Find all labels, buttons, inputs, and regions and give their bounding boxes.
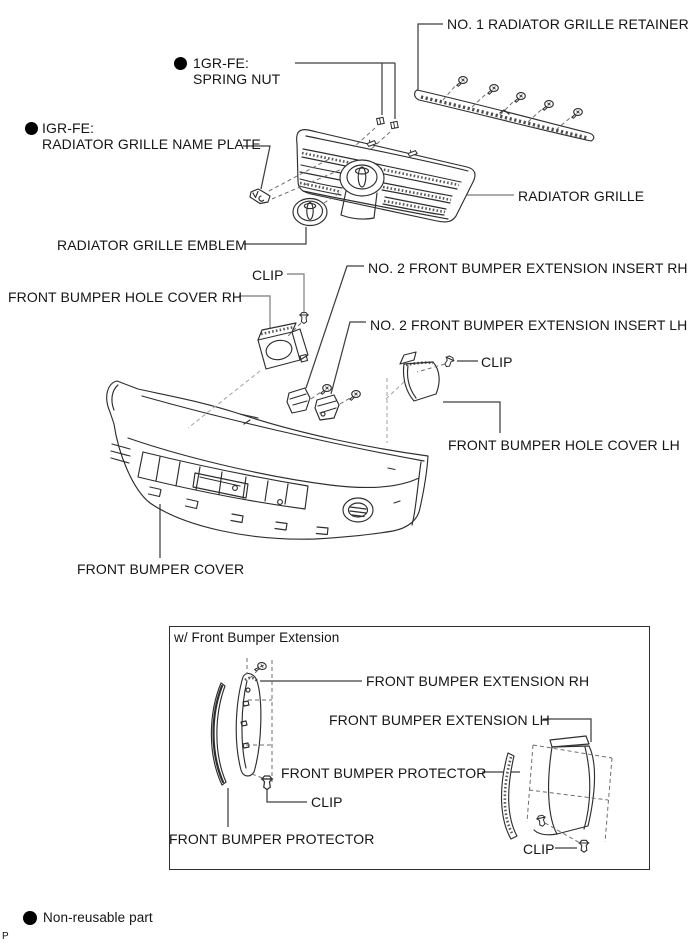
page-marker: P — [2, 931, 9, 942]
label-no1-radiator-grille-retainer: NO. 1 RADIATOR GRILLE RETAINER — [447, 16, 689, 32]
non-reusable-bullet-icon — [25, 122, 38, 135]
label-clip-b: CLIP — [481, 354, 513, 370]
label-name-plate — [42, 120, 261, 152]
legend-non-reusable-part: Non-reusable part — [43, 910, 153, 925]
bumper-extension-inserts-drawing — [287, 385, 360, 420]
label-clip-d: CLIP — [523, 841, 555, 857]
front-bumper-hole-cover-lh-drawing — [400, 352, 455, 401]
extension-box-title: w/ Front Bumper Extension — [174, 630, 340, 645]
label-insert-rh: NO. 2 FRONT BUMPER EXTENSION INSERT RH — [368, 260, 688, 276]
label-clip-c: CLIP — [311, 794, 343, 810]
label-protector-a: FRONT BUMPER PROTECTOR — [281, 765, 487, 781]
label-protector-b: FRONT BUMPER PROTECTOR — [169, 831, 375, 847]
no1-radiator-grille-retainer-drawing — [415, 77, 594, 141]
label-hole-cover-lh: FRONT BUMPER HOLE COVER LH — [448, 437, 680, 453]
label-spring-nut — [193, 55, 280, 87]
non-reusable-bullet-icon — [174, 57, 187, 70]
non-reusable-bullet-icon — [23, 911, 37, 925]
label-name-plate-text: RADIATOR GRILLE NAME PLATE — [42, 136, 261, 152]
label-spring-nut-text: SPRING NUT — [193, 71, 281, 87]
front-bumper-cover-drawing — [107, 381, 428, 539]
label-spring-nut-engine: 1GR-FE: — [193, 55, 249, 71]
label-front-bumper-cover: FRONT BUMPER COVER — [77, 561, 245, 577]
label-extension-rh: FRONT BUMPER EXTENSION RH — [366, 673, 590, 689]
label-radiator-grille-emblem: RADIATOR GRILLE EMBLEM — [57, 237, 247, 253]
front-bumper-hole-cover-rh-drawing — [258, 313, 308, 369]
label-name-plate-engine: IGR-FE: — [42, 120, 95, 136]
label-radiator-grille: RADIATOR GRILLE — [518, 188, 645, 204]
label-insert-lh: NO. 2 FRONT BUMPER EXTENSION INSERT LH — [370, 317, 688, 333]
label-extension-lh: FRONT BUMPER EXTENSION LH — [329, 712, 550, 728]
label-clip-a: CLIP — [252, 267, 284, 283]
label-hole-cover-rh: FRONT BUMPER HOLE COVER RH — [8, 289, 243, 305]
